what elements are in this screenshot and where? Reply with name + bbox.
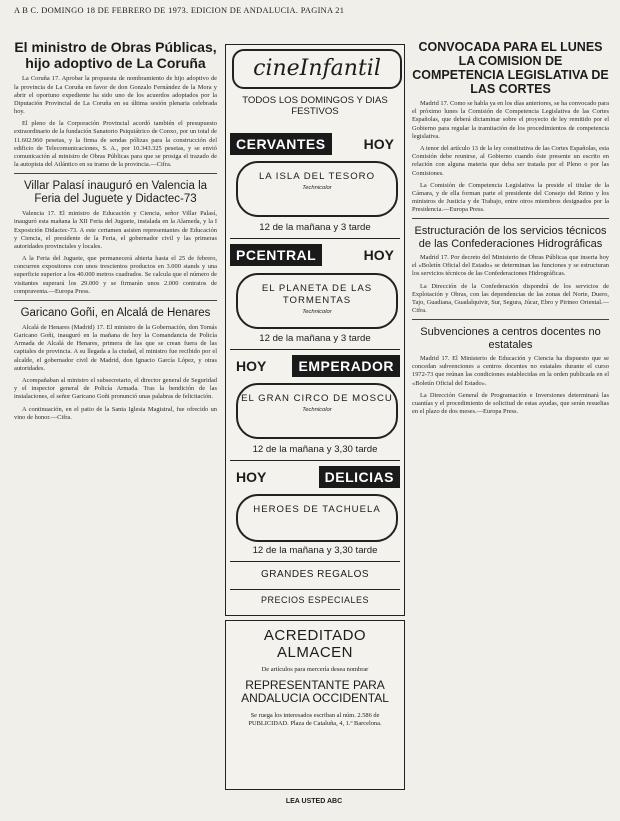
film-title: HEROES DE TACHUELA bbox=[253, 504, 381, 515]
schedule: 12 de la mañana y 3 tarde bbox=[259, 333, 371, 344]
cinema-name: PCENTRAL bbox=[230, 244, 322, 266]
film-title: LA ISLA DEL TESORO bbox=[258, 171, 376, 182]
headline-confederaciones: Estructuración de los servicios técnicos de las Confederaciones Hidrográficas bbox=[414, 225, 607, 250]
film-box bbox=[236, 273, 398, 329]
divider bbox=[230, 238, 400, 239]
article-paragraph: Acompañaban al ministro el subsecretario, el director general de Seguridad y el inspector general de Policía Armada. Tras la bendición de las instalaciones, el señor Garicano Goñi pronunció unas palabras de felicitación. bbox=[14, 377, 217, 401]
article-paragraph: La Dirección de la Confederación dispondrá de los servicios de Explotación y Obras, con las dependencias de las zonas del Norte, Duero, Tajo, Guadiana, Guadalquivir, Sur, Segura, Júcar, Ebro y Pirineo Oriental.—Cifra. bbox=[412, 282, 609, 315]
article-paragraph: Madrid 17. El Ministerio de Educación y Ciencia ha dispuesto que se concedan subvenciones a centros docentes no estatales durante el curso 1972-73 que reúnan las condiciones establecidas en la orden publicada en el «Boletín Oficial del Estado». bbox=[412, 355, 609, 387]
divider bbox=[230, 561, 400, 562]
cinema-delicias bbox=[230, 466, 400, 488]
film-format: Technicolor bbox=[302, 308, 332, 315]
page-header: A B C. DOMINGO 18 DE FEBRERO DE 1973. EDICION DE ANDALUCIA. PAGINA 21 bbox=[14, 6, 345, 15]
film-box bbox=[236, 383, 398, 439]
ad-heading: ACREDITADO ALMACEN bbox=[263, 627, 367, 662]
article-paragraph: A continuación, en el patio de la Santa Iglesia Magistral, fue ofrecido un vino de honor.—Cifra. bbox=[14, 405, 217, 421]
article-paragraph: A tenor del artículo 13 de la ley constitutiva de las Cortes Españolas, esta Comisión debe reunirse, al Gobierno cuando éste presente un escrito en relación con alguna materia que deba ser tratada por el Pleno o por las Comisiones. bbox=[412, 144, 609, 177]
cinema-emperador bbox=[230, 355, 400, 377]
cine-infantil-logo: cineInfantil bbox=[232, 49, 402, 89]
hoy-label: HOY bbox=[236, 469, 267, 485]
headline-villar-palasi: Villar Palasí inauguró en Valencia la Feria del Juguete y Didactec-73 bbox=[23, 180, 208, 206]
prices-label: PRECIOS ESPECIALES bbox=[260, 595, 370, 605]
cinema-name: EMPERADOR bbox=[292, 355, 400, 377]
ad-tagline: TODOS LOS DOMINGOS Y DIAS FESTIVOS bbox=[242, 95, 388, 118]
film-box bbox=[236, 161, 398, 217]
article-paragraph: Alcalá de Henares (Madrid) 17. El ministro de la Gobernación, don Tomás Garicano Goñi, inauguró en la mañana de hoy la Comandancia de Policía Armada de Alcalá de Henares, primera de las que se crean fuera de las capitales de provincia. A su llegada a la ciudad, el ministro fue recibido por el alcalde, el gobernador civil de Madrid, don Ignacio García López, y otras autoridades. bbox=[14, 323, 217, 372]
cinema-name: DELICIAS bbox=[319, 466, 400, 488]
ad-position: REPRESENTANTE PARA ANDALUCIA OCCIDENTAL bbox=[241, 677, 389, 706]
almacen-ad bbox=[225, 620, 405, 790]
right-column bbox=[412, 40, 609, 810]
article-paragraph: El pleno de la Corporación Provincial acordó también el presupuesto extraordinario de la fundación Sanatorio Psiquiátrico de Conxo, por un total de 11.602.960 pesetas, y la firma de sendas pólizas para la construcción del edificio de Telecomunicaciones, S. A., por 10.343.325 pesetas, y se envió comunicación al ministro de Obras Públicas para que se prosiga el trazado de la autopista del Atlántico en su tramo de la provincia.—Cifra. bbox=[14, 120, 217, 169]
lea-usted-abc: LEA USTED ABC bbox=[285, 798, 343, 805]
article-paragraph: Madrid 17. Por decreto del Ministerio de Obras Públicas que inserta hoy el «Boletín Oficial del Estado» se determinan las funciones y se estructuran los servicios técnicos de las Confederaciones Hidrográficas. bbox=[412, 254, 609, 278]
ad-contact: Se ruega los interesados escriban al núm. 2.586 de PUBLICIDAD. Plaza de Cataluña, 4, 1.º Barcelona. bbox=[248, 712, 382, 728]
schedule: 12 de la mañana y 3,30 tarde bbox=[252, 545, 378, 556]
film-box bbox=[236, 494, 398, 542]
article-paragraph: A la Feria del Juguete, que permanecerá abierta hasta el 25 de febrero, concurren expositores con unos trescientos productos en 3.000 stands y una superficie superior a los 40.000 metros cuadrados. Se calcula que el número de visitantes superará los 29.000 y se firmarán unos 2.000 contratos de compraventa.—Europa Press. bbox=[14, 255, 217, 295]
divider bbox=[230, 349, 400, 350]
cinema-central bbox=[230, 244, 400, 266]
hoy-label: HOY bbox=[363, 247, 394, 263]
divider bbox=[230, 589, 400, 590]
article-paragraph: Madrid 17. Como se habla ya en los días anteriores, se ha convocado para el próximo lunes la Comisión de Competencia Legislativa de las Cortes Españolas, que deberá dictaminar sobre el proyecto de ley remitido por el Gobierno para regular la tramitación de los procedimientos de competencia legislativa. bbox=[412, 100, 609, 140]
divider bbox=[14, 300, 217, 301]
divider bbox=[412, 218, 609, 219]
schedule: 12 de la mañana y 3 tarde bbox=[259, 222, 371, 233]
cinema-cervantes bbox=[230, 133, 400, 155]
headline-garicano: Garicano Goñi, en Alcalá de Henares bbox=[20, 307, 211, 320]
article-paragraph: La Coruña 17. Aprobar la propuesta de nombramiento de hijo adoptivo de la provincia de La Coruña en favor de don Gonzalo Fernández de la Mora y abrir el oportuno expediente ha sido uno de los acuerdos adoptados por la Diputación Provincial de La Coruña en su última sesión plenaria celebrada hoy. bbox=[14, 75, 217, 116]
divider bbox=[412, 319, 609, 320]
left-column bbox=[14, 40, 217, 810]
hoy-label: HOY bbox=[236, 358, 267, 374]
hoy-label: HOY bbox=[363, 136, 394, 152]
film-title: EL GRAN CIRCO DE MOSCU bbox=[241, 393, 393, 404]
film-title: EL PLANETA DE LAS TORMENTAS bbox=[261, 283, 373, 306]
schedule: 12 de la mañana y 3,30 tarde bbox=[252, 444, 378, 455]
article-paragraph: La Dirección General de Programación e Inversiones determinará las cuantías y el procedimiento de solicitud de estas ayudas, que serán resueltas en el plazo de dos meses.—Europa Press. bbox=[412, 391, 609, 416]
article-paragraph: La Comisión de Competencia Legislativa la preside el titular de la Cámara, y de ella forman parte el presidente del Consejo del Reino y los ministros de Justicia y de Trabajo, entre otros miembros designados por la Presidencia.—Europa Press. bbox=[412, 181, 609, 214]
film-format: Technicolor bbox=[302, 406, 332, 413]
article-paragraph: Valencia 17. El ministro de Educación y Ciencia, señor Villar Palasí, inauguró esta mañana la XII Feria del Juguete, instalada en la Alameda, y la I Exposición Didactec-73. A este certamen asisten representantes de Educación y Ciencia, el presidente de la Feria, el gobernador civil y las primeras autoridades provinciales y locales. bbox=[14, 210, 217, 250]
gifts-label: GRANDES REGALOS bbox=[260, 569, 370, 580]
film-format: Technicolor bbox=[302, 184, 332, 191]
headline-comision: CONVOCADA PARA EL LUNES LA COMISION DE COMPETENCIA LEGISLATIVA DE LAS CORTES bbox=[412, 40, 609, 96]
cinema-name: CERVANTES bbox=[230, 133, 332, 155]
divider bbox=[14, 173, 217, 174]
headline-subvenciones: Subvenciones a centros docentes no estatales bbox=[420, 326, 601, 351]
cine-infantil-ad bbox=[225, 44, 405, 616]
divider bbox=[230, 460, 400, 461]
ad-subtext: De artículos para mercería desea nombrar bbox=[261, 665, 369, 673]
headline-ministro: El ministro de Obras Públicas, hijo adoptivo de La Coruña bbox=[14, 40, 217, 71]
